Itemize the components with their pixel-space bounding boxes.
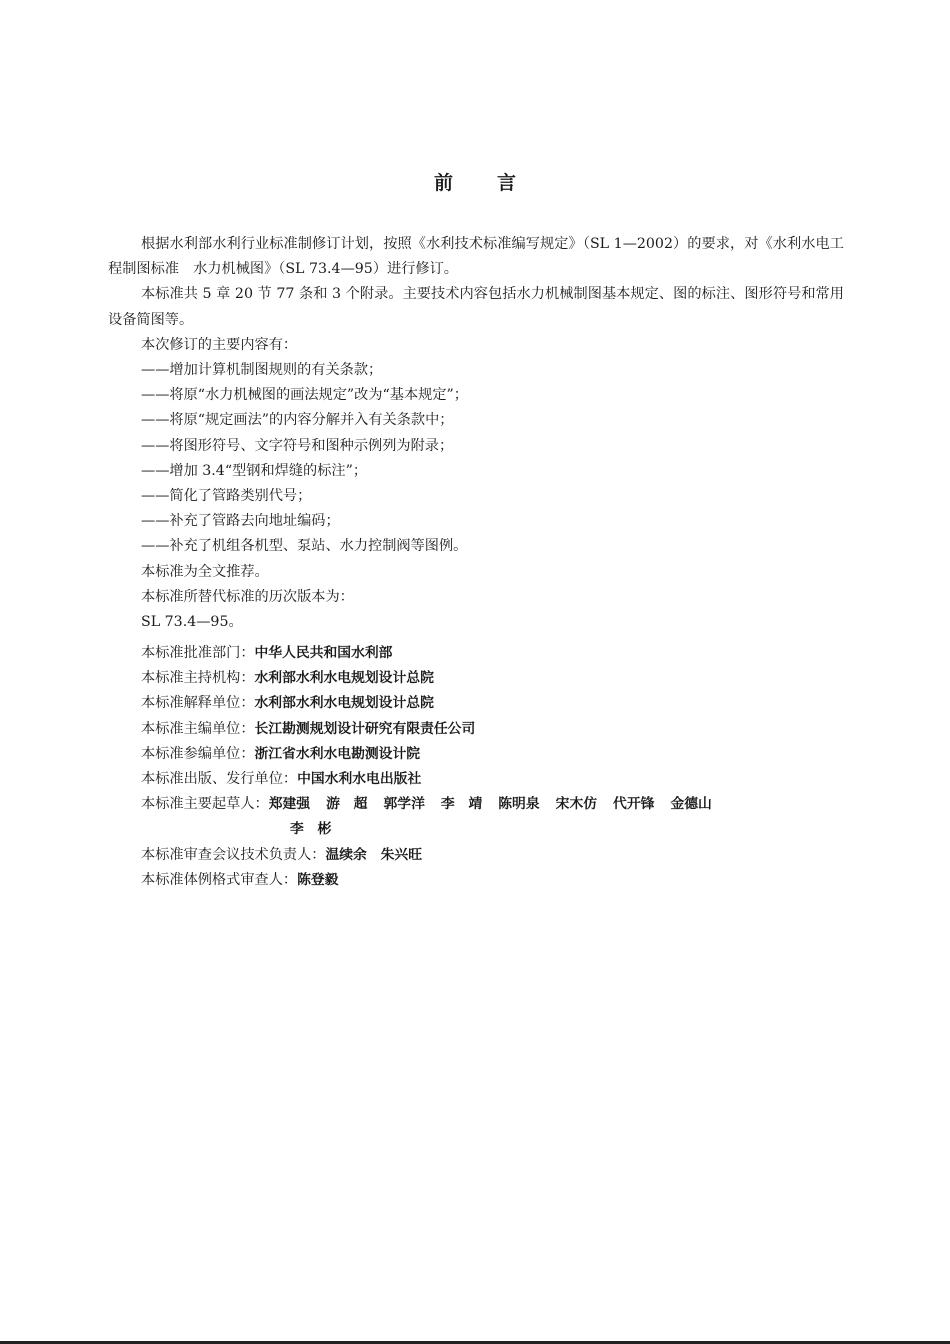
change-item: ——补充了管路去向地址编码； bbox=[141, 513, 340, 530]
paragraph-recommendation: 本标准为全文推荐。 bbox=[141, 563, 269, 580]
info-approve bbox=[141, 641, 841, 666]
change-item: ——将图形符号、文字符号和图种示例列为附录； bbox=[141, 437, 454, 454]
change-item: ——增加计算机制图规则的有关条款； bbox=[141, 362, 383, 379]
change-item: ——将原“水力机械图的画法规定”改为“基本规定”； bbox=[141, 387, 468, 404]
standard-info-block bbox=[141, 641, 841, 893]
drafter-name: 陈明泉 bbox=[498, 796, 540, 813]
preface-body bbox=[108, 232, 844, 635]
drafter-name: 郑建强 bbox=[268, 796, 311, 813]
info-value: 温续余 朱兴旺 bbox=[325, 846, 423, 863]
change-item: ——增加 3.4“型钢和焊缝的标注”； bbox=[141, 462, 368, 479]
drafter-name: 金德山 bbox=[670, 796, 712, 813]
title-char-1: 前 bbox=[433, 172, 453, 194]
info-publisher bbox=[141, 767, 841, 792]
paragraph-history-value: SL 73.4—95。 bbox=[141, 614, 243, 631]
info-review bbox=[141, 843, 841, 868]
info-label: 本标准审查会议技术负责人： bbox=[141, 846, 326, 863]
paragraph-revision-basis: 根据水利部水利行业标准制修订计划，按照《水利技术标准编写规定》（SL 1—2002）的要求，对《水利水电工程制图标准 水力机械图》（SL 73.4—95）进行修订。 bbox=[108, 236, 844, 278]
drafter-name: 宋木仿 bbox=[555, 796, 598, 813]
info-value: 长江勘测规划设计研究有限责任公司 bbox=[254, 720, 476, 737]
page-title bbox=[0, 168, 950, 195]
drafter-name: 李 靖 bbox=[440, 796, 483, 813]
drafter-name: 代开锋 bbox=[613, 796, 655, 813]
info-chief bbox=[141, 717, 841, 742]
info-value: 水利部水利水电规划设计总院 bbox=[254, 695, 434, 712]
info-label: 本标准出版、发行单位： bbox=[141, 771, 298, 788]
title-char-2: 言 bbox=[497, 172, 517, 194]
info-label: 本标准解释单位： bbox=[141, 695, 255, 712]
paragraph-changes-intro: 本次修订的主要内容有： bbox=[141, 336, 298, 353]
info-value: 浙江省水利水电勘测设计院 bbox=[254, 745, 421, 762]
drafter-name: 游 超 bbox=[326, 796, 368, 813]
info-label: 本标准参编单位： bbox=[141, 745, 255, 762]
info-format bbox=[141, 868, 841, 893]
info-label: 本标准主编单位： bbox=[141, 720, 255, 737]
info-value: 中华人民共和国水利部 bbox=[254, 645, 393, 661]
info-host bbox=[141, 666, 841, 691]
info-drafters bbox=[141, 792, 841, 817]
drafter-name: 郭学洋 bbox=[383, 796, 425, 813]
paragraph-history-label: 本标准所替代标准的历次版本为： bbox=[141, 588, 354, 605]
info-label: 本标准主要起草人： bbox=[141, 796, 269, 813]
info-participate bbox=[141, 742, 841, 767]
info-value: 陈登毅 bbox=[297, 871, 339, 888]
change-item: ——补充了机组各机型、泵站、水力控制阀等图例。 bbox=[141, 538, 468, 555]
info-value: 水利部水利水电规划设计总院 bbox=[254, 670, 434, 687]
info-value: 中国水利水电出版社 bbox=[297, 771, 422, 788]
info-label: 本标准主持机构： bbox=[141, 670, 255, 687]
change-item: ——简化了管路类别代号； bbox=[141, 488, 312, 505]
paragraph-structure: 本标准共 5 章 20 节 77 条和 3 个附录。主要技术内容包括水力机械制图基本规定、图的标注、图形符号和常用设备简图等。 bbox=[108, 286, 844, 328]
info-interpret bbox=[141, 691, 841, 716]
info-label: 本标准体例格式审查人： bbox=[141, 871, 298, 888]
info-drafters-continued bbox=[141, 817, 841, 842]
info-label: 本标准批准部门： bbox=[141, 645, 255, 661]
change-item: ——将原“规定画法”的内容分解并入有关条款中； bbox=[141, 412, 454, 429]
drafter-name: 李 彬 bbox=[290, 821, 332, 838]
